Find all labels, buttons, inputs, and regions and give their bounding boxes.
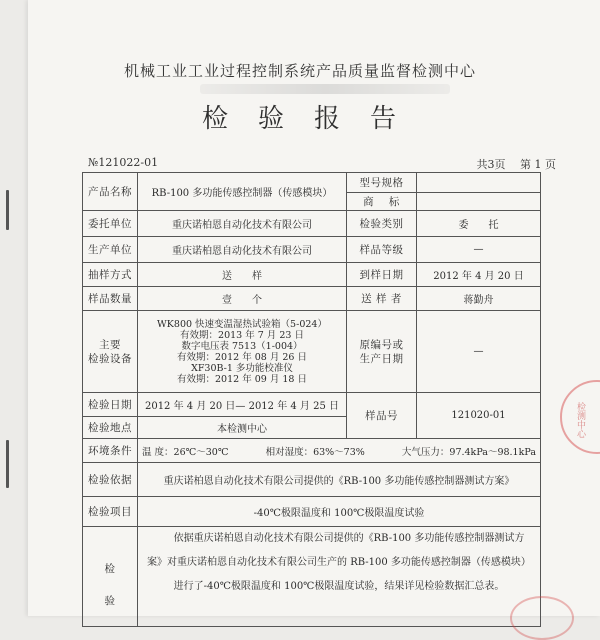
- equipment-line: XF30B-1 多功能校准仪: [191, 362, 293, 374]
- sampling-label: 抽样方式: [83, 263, 138, 287]
- equipment-line: 有效期：2012 年 09 月 18 日: [177, 373, 307, 385]
- basis-label: 检验依据: [83, 463, 138, 497]
- test-date-label: 检验日期: [83, 393, 138, 417]
- manufacturer-value: 重庆诺柏恩自动化技术有限公司: [138, 237, 347, 263]
- client-value: 重庆诺柏恩自动化技术有限公司: [138, 211, 347, 237]
- test-date-value: 2012 年 4 月 20 日— 2012 年 4 月 25 日: [138, 393, 347, 417]
- model-label: 型号规格: [347, 173, 417, 193]
- conclusion-line: 依据重庆诺柏恩自动化技术有限公司提供的《RB-100 多功能传感控制器测试方: [153, 533, 525, 544]
- report-table: [82, 172, 541, 627]
- conclusion-text: [138, 527, 541, 627]
- equipment-line: 有效期：2013 年 7 月 23 日: [180, 329, 304, 341]
- orig-no-label: 原编号或 生产日期: [347, 311, 417, 393]
- sender-value: 蒋勤舟: [417, 287, 541, 311]
- env-pressure: 大气压力：97.4kPa～98.1kPa: [401, 446, 536, 458]
- test-type-label: 检验类别: [347, 211, 417, 237]
- brand-value: [417, 193, 541, 211]
- product-name-label: 产品名称: [83, 173, 138, 211]
- page-info: 共3页 第 1 页: [476, 158, 556, 171]
- test-type-value: 委 托: [417, 211, 541, 237]
- sample-no-label: 样品号: [347, 393, 417, 439]
- orig-no-value: —: [417, 311, 541, 393]
- conclusion-line: 案》对重庆诺柏恩自动化技术有限公司生产的 RB-100 多功能传感控制器（传感模块）: [147, 557, 531, 568]
- punch-hole-mark: [6, 190, 9, 230]
- model-value: [417, 173, 541, 193]
- qty-value: 壹 个: [138, 287, 347, 311]
- manufacturer-label: 生产单位: [83, 237, 138, 263]
- qty-label: 样品数量: [83, 287, 138, 311]
- equipment-label: 主要 检验设备: [83, 311, 138, 393]
- location-label: 检验地点: [83, 417, 138, 439]
- conclusion-label-char: 验: [104, 595, 116, 607]
- env-values: [138, 439, 541, 463]
- client-label: 委托单位: [83, 211, 138, 237]
- equipment-line: WK800 快速变温湿热试验箱（5-024）: [157, 318, 327, 330]
- report-number: №121022-01: [88, 156, 159, 169]
- grade-value: —: [417, 237, 541, 263]
- grade-label: 样品等级: [347, 237, 417, 263]
- items-label: 检验项目: [83, 497, 138, 527]
- items-value: -40℃极限温度和 100℃极限温度试验: [138, 497, 541, 527]
- arrival-value: 2012 年 4 月 20 日: [417, 263, 541, 287]
- brand-label: 商 标: [347, 193, 417, 211]
- punch-hole-mark: [6, 440, 9, 488]
- report-title: 检验报告: [201, 104, 426, 134]
- sender-label: 送 样 者: [347, 287, 417, 311]
- seal-text: 检测中心: [575, 402, 585, 438]
- sampling-value: 送 样: [138, 263, 347, 287]
- equipment-line: 有效期：2012 年 08 月 26 日: [177, 351, 307, 363]
- conclusion-label: [83, 527, 138, 627]
- env-label: 环境条件: [83, 439, 138, 463]
- red-seal-stamp-partial: [510, 596, 574, 640]
- equipment-line: 数字电压表 7513（1-004）: [181, 340, 303, 352]
- equipment-list: [138, 311, 347, 393]
- conclusion-label-char: 检: [104, 563, 116, 575]
- basis-value: 重庆诺柏恩自动化技术有限公司提供的《RB-100 多功能传感控制器测试方案》: [138, 463, 541, 497]
- faint-bleed-through: [200, 84, 450, 94]
- location-value: 本检测中心: [138, 417, 347, 439]
- organization-name: 机械工业工业过程控制系统产品质量监督检测中心: [123, 62, 476, 80]
- conclusion-line: 进行了-40℃极限温度和 100℃极限温度试验，结果详见检验数据汇总表。: [173, 581, 505, 592]
- env-temp: 温 度：26℃～30℃: [142, 446, 229, 458]
- product-name-value: RB-100 多功能传感控制器（传感模块）: [138, 173, 347, 211]
- sample-no-value: 121020-01: [417, 393, 541, 439]
- env-humidity: 相对湿度：63%～73%: [265, 446, 365, 458]
- arrival-label: 到样日期: [347, 263, 417, 287]
